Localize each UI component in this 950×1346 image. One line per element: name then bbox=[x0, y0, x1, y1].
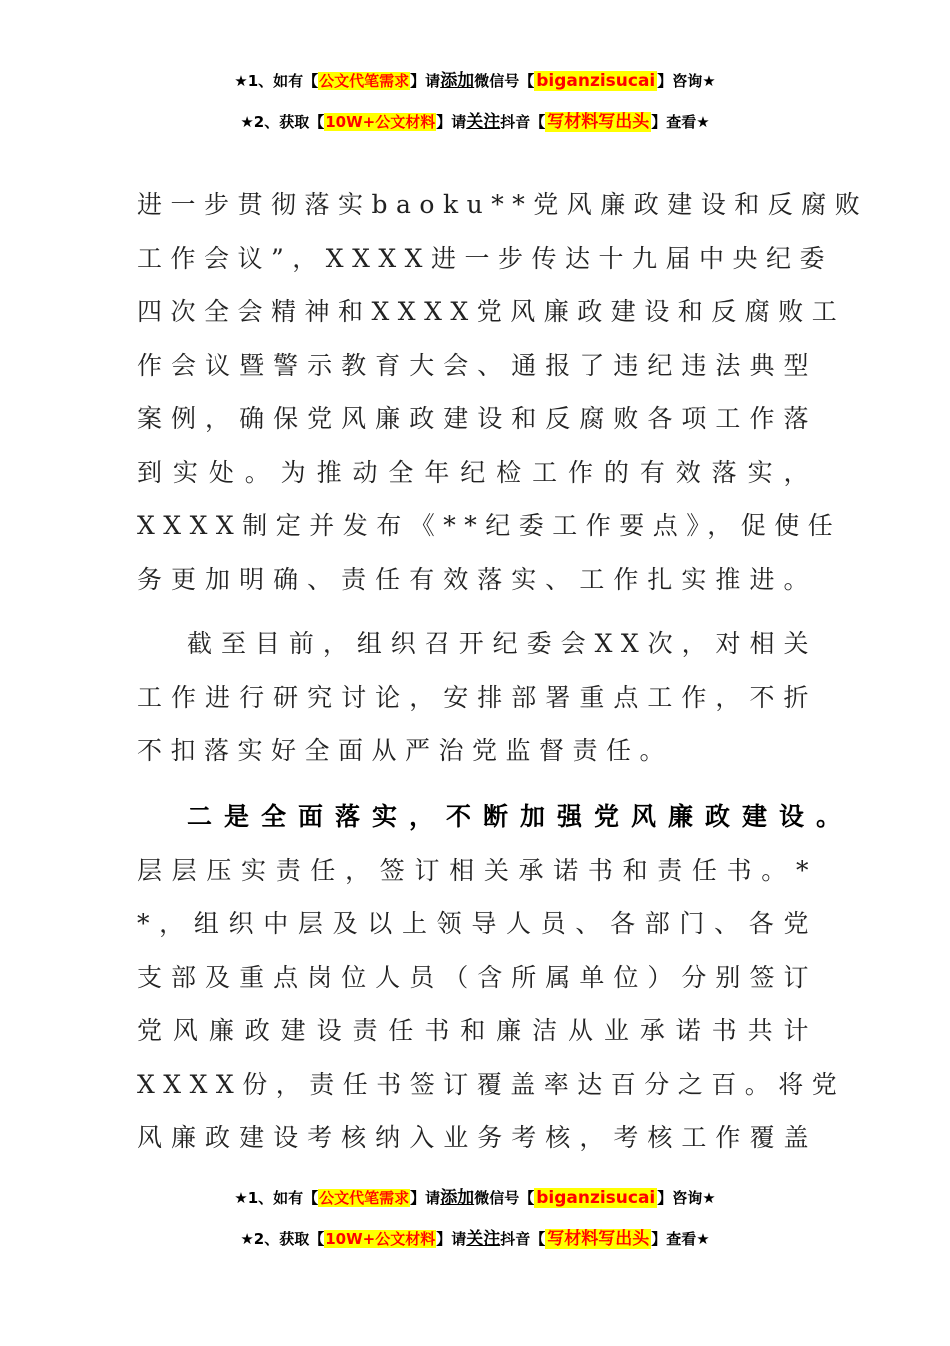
ad-highlight-materials: 10W+公文材料 bbox=[325, 113, 436, 131]
paragraph-line: 截至目前，组织召开纪委会XX次，对相关 bbox=[187, 629, 817, 658]
ad-prefix: ★2、获取【 bbox=[240, 113, 325, 131]
ad-prefix: ★1、如有【 bbox=[234, 72, 319, 90]
paragraph-line: 四次全会精神和XXXX党风廉政建设和反腐败工 bbox=[137, 297, 846, 326]
ad-underlined-text: 添加 bbox=[440, 1188, 475, 1208]
header-ad-line-2 bbox=[0, 111, 950, 133]
footer-ad-line-2 bbox=[0, 1228, 950, 1250]
paragraph-line: 层层压实责任，签订相关承诺书和责任书。* bbox=[137, 855, 817, 885]
paragraph-line: 作会议暨警示教育大会、通报了违纪违法典型 bbox=[137, 350, 817, 380]
ad-underlined-text: 关注 bbox=[466, 112, 501, 132]
paragraph-line: 工作会议”，XXXX进一步传达十九届中央纪委 bbox=[137, 243, 833, 273]
paragraph-line: 到实处。为推动全年纪检工作的有效落实， bbox=[137, 457, 817, 487]
paragraph-line: 务更加明确、责任有效落实、工作扎实推进。 bbox=[137, 564, 817, 594]
ad-suffix: 】查看★ bbox=[651, 113, 710, 131]
header-ad-line-1 bbox=[0, 70, 950, 92]
ad-prefix: ★1、如有【 bbox=[234, 1189, 319, 1207]
ad-highlight-materials: 10W+公文材料 bbox=[325, 1230, 436, 1248]
ad-text: 】请 bbox=[410, 1189, 441, 1207]
paragraph-line: 进一步贯彻落实baoku**党风廉政建设和反腐败 bbox=[137, 190, 869, 219]
ad-text: 抖音【 bbox=[500, 1230, 546, 1248]
ad-suffix: 】查看★ bbox=[651, 1230, 710, 1248]
ad-text: 微信号【 bbox=[474, 1189, 535, 1207]
paragraph-line: 案例，确保党风廉政建设和反腐败各项工作落 bbox=[137, 404, 817, 433]
ad-text: 】请 bbox=[410, 72, 441, 90]
ad-underlined-text: 添加 bbox=[440, 71, 475, 91]
paragraph-line: 支部及重点岗位人员（含所属单位）分别签订 bbox=[137, 962, 817, 992]
paragraph-line: 党风廉政建设责任书和廉洁从业承诺书共计 bbox=[137, 1016, 817, 1045]
ad-suffix: 】咨询★ bbox=[657, 1189, 716, 1207]
ad-highlight-account: 写材料写出头 bbox=[547, 112, 650, 132]
body-paragraph-3 bbox=[137, 790, 854, 1165]
ad-text: 微信号【 bbox=[474, 72, 535, 90]
ad-suffix: 】咨询★ bbox=[657, 72, 716, 90]
section-heading: 二是全面落实，不断加强党风廉政建设。 bbox=[187, 802, 854, 831]
ad-highlight-wechat-id: biganzisucai bbox=[536, 1188, 656, 1208]
footer-ad-line-1 bbox=[0, 1187, 950, 1209]
ad-highlight-service: 公文代笔需求 bbox=[319, 1189, 410, 1207]
body-paragraph-1 bbox=[137, 178, 869, 606]
ad-highlight-account: 写材料写出头 bbox=[547, 1229, 650, 1249]
ad-prefix: ★2、获取【 bbox=[240, 1230, 325, 1248]
ad-underlined-text: 关注 bbox=[466, 1229, 501, 1249]
ad-highlight-wechat-id: biganzisucai bbox=[536, 71, 656, 91]
paragraph-line: 不扣落实好全面从严治党监督责任。 bbox=[137, 736, 674, 765]
paragraph-line: XXXX份，责任书签订覆盖率达百分之百。将党 bbox=[137, 1069, 846, 1099]
paragraph-line: 风廉政建设考核纳入业务考核，考核工作覆盖 bbox=[137, 1123, 817, 1152]
ad-highlight-service: 公文代笔需求 bbox=[319, 72, 410, 90]
paragraph-line: 工作进行研究讨论，安排部署重点工作，不折 bbox=[137, 682, 817, 712]
paragraph-line: *，组织中层及以上领导人员、各部门、各党 bbox=[137, 909, 817, 938]
ad-text: 抖音【 bbox=[500, 113, 546, 131]
ad-text: 】请 bbox=[436, 113, 467, 131]
body-paragraph-2 bbox=[137, 617, 817, 778]
paragraph-line: XXXX制定并发布《**纪委工作要点》，促使任 bbox=[137, 511, 842, 540]
ad-text: 】请 bbox=[436, 1230, 467, 1248]
